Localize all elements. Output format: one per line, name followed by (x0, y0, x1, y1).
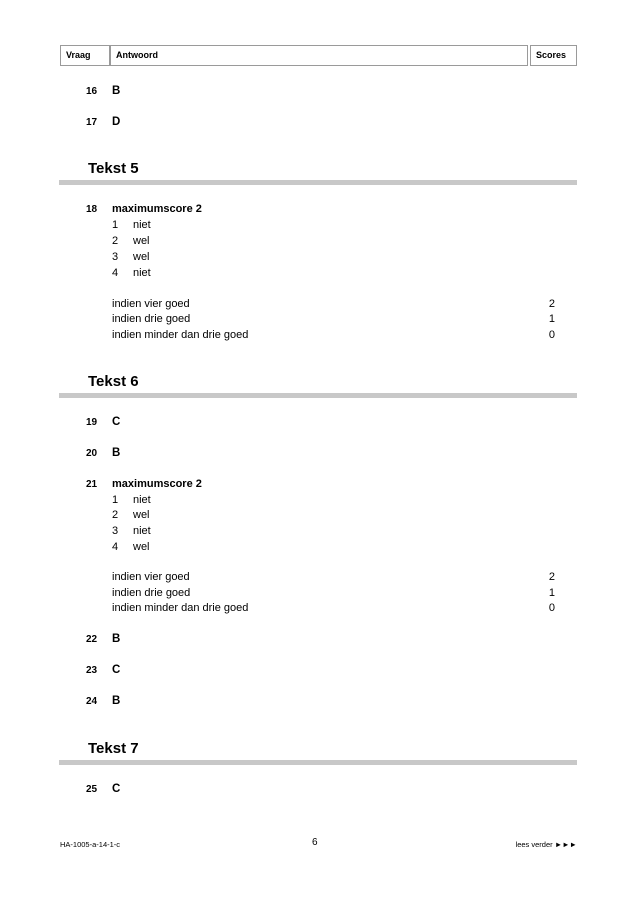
statement-value: wel (133, 235, 150, 247)
scoring-points: 2 (548, 571, 555, 583)
statement-number: 1 (112, 219, 119, 231)
statement-number: 4 (112, 541, 119, 553)
section-title: Tekst 7 (88, 740, 139, 757)
scoring-rule: indien minder dan drie goed (112, 329, 249, 341)
header-scores-column (530, 45, 577, 66)
answer: B (112, 85, 121, 97)
question-number: 24 (86, 696, 98, 707)
statement-value: wel (133, 251, 150, 263)
section-divider (59, 180, 577, 185)
scoring-points: 0 (548, 602, 555, 614)
header-scores-label: Scores (536, 50, 567, 60)
max-score-label: maximumscore 2 (112, 478, 202, 490)
scoring-rule: indien vier goed (112, 571, 190, 583)
header-question-label: Vraag (66, 50, 91, 60)
footer-page-number: 6 (312, 837, 318, 848)
answer: B (112, 447, 121, 459)
scoring-points: 1 (548, 313, 555, 325)
statement-number: 4 (112, 267, 119, 279)
statement-value: niet (133, 219, 151, 231)
question-number: 17 (86, 117, 98, 128)
section-divider (59, 393, 577, 398)
header-question-column (60, 45, 110, 66)
question-number: 23 (86, 665, 98, 676)
scoring-rule: indien drie goed (112, 587, 191, 599)
statement-value: wel (133, 541, 150, 553)
scoring-rule: indien drie goed (112, 313, 191, 325)
section-divider (59, 760, 577, 765)
max-score-label: maximumscore 2 (112, 203, 202, 215)
answer: B (112, 633, 121, 645)
footer-continue-link: lees verder ►►► (515, 840, 577, 849)
statement-number: 3 (112, 251, 119, 263)
scoring-points: 2 (548, 298, 555, 310)
scoring-points: 0 (548, 329, 555, 341)
question-number: 19 (86, 417, 98, 428)
answer: C (112, 664, 121, 676)
statement-number: 1 (112, 494, 119, 506)
answer: D (112, 116, 121, 128)
statement-number: 2 (112, 509, 119, 521)
question-number: 16 (86, 86, 98, 97)
scoring-rule: indien minder dan drie goed (112, 602, 249, 614)
section-title: Tekst 6 (88, 373, 139, 390)
scoring-points: 1 (548, 587, 555, 599)
statement-value: wel (133, 509, 150, 521)
answer: C (112, 416, 121, 428)
section-title: Tekst 5 (88, 160, 139, 177)
question-number: 20 (86, 448, 98, 459)
statement-value: niet (133, 494, 151, 506)
header-answer-column (110, 45, 528, 66)
header-answer-label: Antwoord (116, 50, 158, 60)
statement-value: niet (133, 267, 151, 279)
scoring-rule: indien vier goed (112, 298, 190, 310)
answer: B (112, 695, 121, 707)
question-number: 25 (86, 784, 98, 795)
question-number: 22 (86, 634, 98, 645)
answer: C (112, 783, 121, 795)
statement-number: 3 (112, 525, 119, 537)
footer-document-code: HA-1005-a-14-1-c (60, 840, 121, 849)
statement-value: niet (133, 525, 151, 537)
question-number: 21 (86, 479, 98, 490)
statement-number: 2 (112, 235, 119, 247)
question-number: 18 (86, 204, 98, 215)
